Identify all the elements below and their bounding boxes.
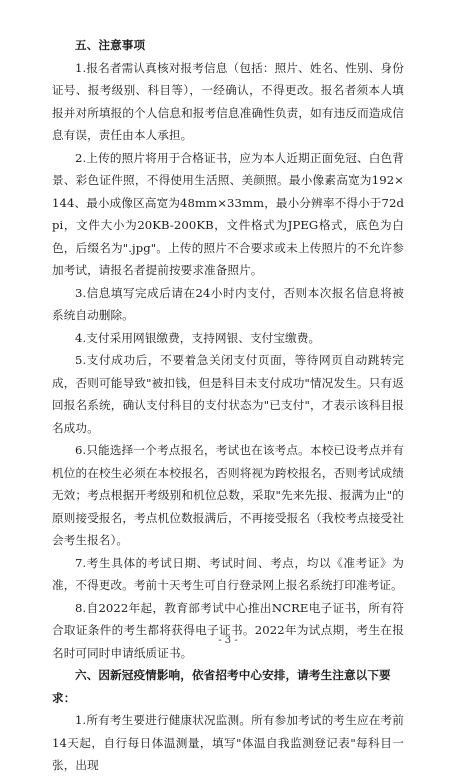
note-item-6: 6.只能选择一个考点报名，考试也在该考点。本校已设考点并有机位的在校生必须在本校报名，否则将视为跨校报名，否则考试成绩无效；考点根据开考级别和机位总数，采取"先来先报、报满为止"的原则接受报名，考点机位数报满后，不再接受报名（我校考点接受社会考生报名）。 [52,443,404,547]
section-heading-notes: 五、注意事项 [75,38,146,52]
note-item-3: 3.信息填写完成后请在24小时内支付，否则本次报名信息将被系统自动删除。 [52,285,404,322]
document-body [52,34,404,777]
section-heading-covid: 六、因新冠疫情影响，依省招考中心安排，请考生注意以下要求： [52,668,391,705]
note-item-7: 7.考生具体的考试日期、考试时间、考点，均以《准考证》为准，不得更改。考前十天考生可自行登录网上报名系统打印准考证。 [52,555,404,592]
note-item-4: 4.支付采用网银缴费，支持网银、支付宝缴费。 [75,330,321,345]
note-item-5: 5.支付成功后，不要着急关闭支付页面，等待网页自动跳转完成，否则可能导致"被扣钱，但是科目未支付成功"情况发生。只有返回报名系统，确认支付科目的支付状态为"已支付"，才表示该科目报名成功。 [52,353,404,435]
note-item-8: 8.自2022年起，教育部考试中心推出NCRE电子证书，所有符合取证条件的考生都将获得电子证书。2022年为试点期，考生在报名时可同时申请纸质证书。 [52,600,404,660]
note-item-1: 1.报名者需认真核对报考信息（包括：照片、姓名、性别、身份证号、报考级别、科目等），一经确认，不得更改。报名者须本人填报并对所填报的个人信息和报考信息准确性负责，如有违反而造成信息有误，责任由本人承担。 [52,60,404,142]
covid-item-1: 1.所有考生要进行健康状况监测。所有参加考试的考生应在考前14天起，自行每日体温测量，填写"体温自我监测登记表"每科目一张，出现 [52,713,404,772]
page-number: - 3 - [218,635,238,646]
note-item-2: 2.上传的照片将用于合格证书，应为本人近期正面免冠、白色背景、彩色证件照，不得使用生活照、美颜照。最小像素高宽为192×144、最小成像区高宽为48mm×33mm，最小分辨率不得小于72dpi，文件大小为20KB-200KB，文件格式为JPEG格式，底色为白色，后缀名为".jpg"。上传的照片不合要求或未上传照片的不允许参加考试，请报名者提前按要求准备照片。 [52,150,404,277]
